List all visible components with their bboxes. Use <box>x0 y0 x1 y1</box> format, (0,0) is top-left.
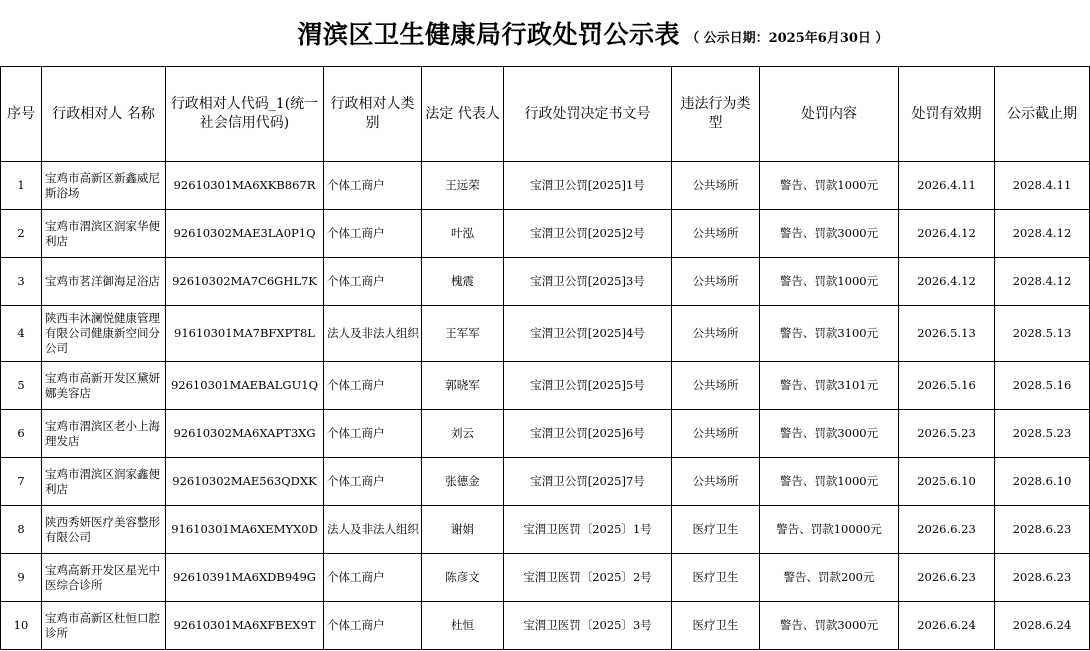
cell-penalty: 警告、罚款3100元 <box>760 306 899 362</box>
cell-deadline: 2028.5.13 <box>995 306 1090 362</box>
publish-date: （ 公示日期：2025年6月30日 ） <box>686 30 889 46</box>
cell-violation-type: 医疗卫生 <box>672 506 760 554</box>
cell-document-number: 宝渭卫医罚〔2025〕1号 <box>504 506 672 554</box>
table-row <box>1 554 1090 602</box>
cell-code: 92610301MA6XFBEX9T <box>166 602 324 650</box>
cell-category: 法人及非法人组织 <box>324 506 422 554</box>
cell-validity: 2026.4.11 <box>899 162 995 210</box>
cell-no: 3 <box>1 258 42 306</box>
cell-representative: 刘云 <box>422 410 504 458</box>
cell-name: 陕西丰沐澜悦健康管理有限公司健康新空间分公司 <box>42 306 166 362</box>
cell-name: 宝鸡市渭滨区润家华便利店 <box>42 210 166 258</box>
cell-name: 宝鸡市高新区杜恒口腔诊所 <box>42 602 166 650</box>
cell-deadline: 2028.4.11 <box>995 162 1090 210</box>
cell-name: 宝鸡市高新开发区黛妍娜美容店 <box>42 362 166 410</box>
cell-validity: 2025.6.10 <box>899 458 995 506</box>
cell-document-number: 宝渭卫医罚〔2025〕2号 <box>504 554 672 602</box>
cell-no: 1 <box>1 162 42 210</box>
cell-code: 91610301MA6XEMYX0D <box>166 506 324 554</box>
cell-category: 个体工商户 <box>324 258 422 306</box>
cell-category: 个体工商户 <box>324 554 422 602</box>
cell-name: 宝鸡高新开发区星光中医综合诊所 <box>42 554 166 602</box>
cell-no: 4 <box>1 306 42 362</box>
cell-category: 个体工商户 <box>324 362 422 410</box>
cell-code: 92610301MAEBALGU1Q <box>166 362 324 410</box>
cell-validity: 2026.5.23 <box>899 410 995 458</box>
cell-category: 个体工商户 <box>324 162 422 210</box>
table-row <box>1 410 1090 458</box>
cell-penalty: 警告、罚款200元 <box>760 554 899 602</box>
cell-penalty: 警告、罚款10000元 <box>760 506 899 554</box>
cell-code: 92610302MA6XAPT3XG <box>166 410 324 458</box>
cell-validity: 2026.6.23 <box>899 554 995 602</box>
cell-name: 宝鸡市渭滨区老小上海理发店 <box>42 410 166 458</box>
col-header-deadline: 公示截止期 <box>995 67 1090 162</box>
cell-penalty: 警告、罚款1000元 <box>760 162 899 210</box>
table-row <box>1 602 1090 650</box>
cell-representative: 王军军 <box>422 306 504 362</box>
cell-representative: 郭晓军 <box>422 362 504 410</box>
cell-code: 92610302MA7C6GHL7K <box>166 258 324 306</box>
cell-deadline: 2028.6.24 <box>995 602 1090 650</box>
col-header-no: 序号 <box>1 67 42 162</box>
cell-no: 7 <box>1 458 42 506</box>
cell-representative: 杜恒 <box>422 602 504 650</box>
cell-document-number: 宝渭卫公罚[2025]7号 <box>504 458 672 506</box>
cell-category: 个体工商户 <box>324 602 422 650</box>
cell-validity: 2026.5.13 <box>899 306 995 362</box>
cell-category: 个体工商户 <box>324 210 422 258</box>
cell-no: 10 <box>1 602 42 650</box>
cell-violation-type: 公共场所 <box>672 162 760 210</box>
cell-deadline: 2028.5.16 <box>995 362 1090 410</box>
cell-violation-type: 公共场所 <box>672 362 760 410</box>
cell-violation-type: 公共场所 <box>672 258 760 306</box>
cell-validity: 2026.6.23 <box>899 506 995 554</box>
cell-category: 法人及非法人组织 <box>324 306 422 362</box>
cell-deadline: 2028.5.23 <box>995 410 1090 458</box>
col-header-violation-type: 违法行为类型 <box>672 67 760 162</box>
cell-code: 92610301MA6XKB867R <box>166 162 324 210</box>
cell-deadline: 2028.4.12 <box>995 258 1090 306</box>
col-header-name: 行政相对人 名称 <box>42 67 166 162</box>
cell-deadline: 2028.6.10 <box>995 458 1090 506</box>
header-row <box>1 67 1090 162</box>
cell-code: 92610391MA6XDB949G <box>166 554 324 602</box>
col-header-validity: 处罚有效期 <box>899 67 995 162</box>
col-header-representative: 法定 代表人 <box>422 67 504 162</box>
cell-penalty: 警告、罚款3000元 <box>760 210 899 258</box>
penalty-table <box>0 66 1090 650</box>
cell-name: 陕西秀妍医疗美容整形有限公司 <box>42 506 166 554</box>
cell-representative: 陈彦文 <box>422 554 504 602</box>
cell-deadline: 2028.6.23 <box>995 506 1090 554</box>
cell-penalty: 警告、罚款1000元 <box>760 458 899 506</box>
cell-name: 宝鸡市茗洋御海足浴店 <box>42 258 166 306</box>
col-header-code: 行政相对人代码_1(统一社会信用代码) <box>166 67 324 162</box>
cell-representative: 谢娟 <box>422 506 504 554</box>
cell-violation-type: 医疗卫生 <box>672 554 760 602</box>
cell-validity: 2026.4.12 <box>899 210 995 258</box>
col-header-penalty: 处罚内容 <box>760 67 899 162</box>
table-row <box>1 162 1090 210</box>
cell-no: 5 <box>1 362 42 410</box>
cell-penalty: 警告、罚款3000元 <box>760 602 899 650</box>
cell-document-number: 宝渭卫医罚〔2025〕3号 <box>504 602 672 650</box>
col-header-category: 行政相对人类别 <box>324 67 422 162</box>
cell-document-number: 宝渭卫公罚[2025]4号 <box>504 306 672 362</box>
cell-no: 8 <box>1 506 42 554</box>
cell-violation-type: 公共场所 <box>672 306 760 362</box>
cell-code: 92610302MAE563QDXK <box>166 458 324 506</box>
title-row <box>0 0 1090 66</box>
cell-document-number: 宝渭卫公罚[2025]3号 <box>504 258 672 306</box>
cell-no: 9 <box>1 554 42 602</box>
cell-validity: 2026.5.16 <box>899 362 995 410</box>
col-header-document-number: 行政处罚决定书文号 <box>504 67 672 162</box>
cell-representative: 叶泓 <box>422 210 504 258</box>
cell-violation-type: 医疗卫生 <box>672 602 760 650</box>
cell-representative: 张德金 <box>422 458 504 506</box>
cell-penalty: 警告、罚款3101元 <box>760 362 899 410</box>
table-row <box>1 210 1090 258</box>
cell-category: 个体工商户 <box>324 410 422 458</box>
cell-validity: 2026.6.24 <box>899 602 995 650</box>
cell-deadline: 2028.6.23 <box>995 554 1090 602</box>
cell-name: 宝鸡市高新区新鑫威尼斯浴场 <box>42 162 166 210</box>
cell-validity: 2026.4.12 <box>899 258 995 306</box>
cell-no: 6 <box>1 410 42 458</box>
cell-document-number: 宝渭卫公罚[2025]1号 <box>504 162 672 210</box>
cell-violation-type: 公共场所 <box>672 210 760 258</box>
cell-category: 个体工商户 <box>324 458 422 506</box>
table-row <box>1 506 1090 554</box>
cell-document-number: 宝渭卫公罚[2025]6号 <box>504 410 672 458</box>
cell-code: 92610302MAE3LA0P1Q <box>166 210 324 258</box>
table-row <box>1 362 1090 410</box>
cell-code: 91610301MA7BFXPT8L <box>166 306 324 362</box>
cell-document-number: 宝渭卫公罚[2025]5号 <box>504 362 672 410</box>
cell-document-number: 宝渭卫公罚[2025]2号 <box>504 210 672 258</box>
table-row <box>1 306 1090 362</box>
cell-name: 宝鸡市渭滨区润家鑫便利店 <box>42 458 166 506</box>
table-row <box>1 458 1090 506</box>
cell-deadline: 2028.4.12 <box>995 210 1090 258</box>
cell-representative: 王远荣 <box>422 162 504 210</box>
page-title: 渭滨区卫生健康局行政处罚公示表 <box>297 20 681 49</box>
cell-representative: 槐震 <box>422 258 504 306</box>
table-row <box>1 258 1090 306</box>
cell-violation-type: 公共场所 <box>672 458 760 506</box>
cell-no: 2 <box>1 210 42 258</box>
cell-violation-type: 公共场所 <box>672 410 760 458</box>
cell-penalty: 警告、罚款3000元 <box>760 410 899 458</box>
cell-penalty: 警告、罚款1000元 <box>760 258 899 306</box>
